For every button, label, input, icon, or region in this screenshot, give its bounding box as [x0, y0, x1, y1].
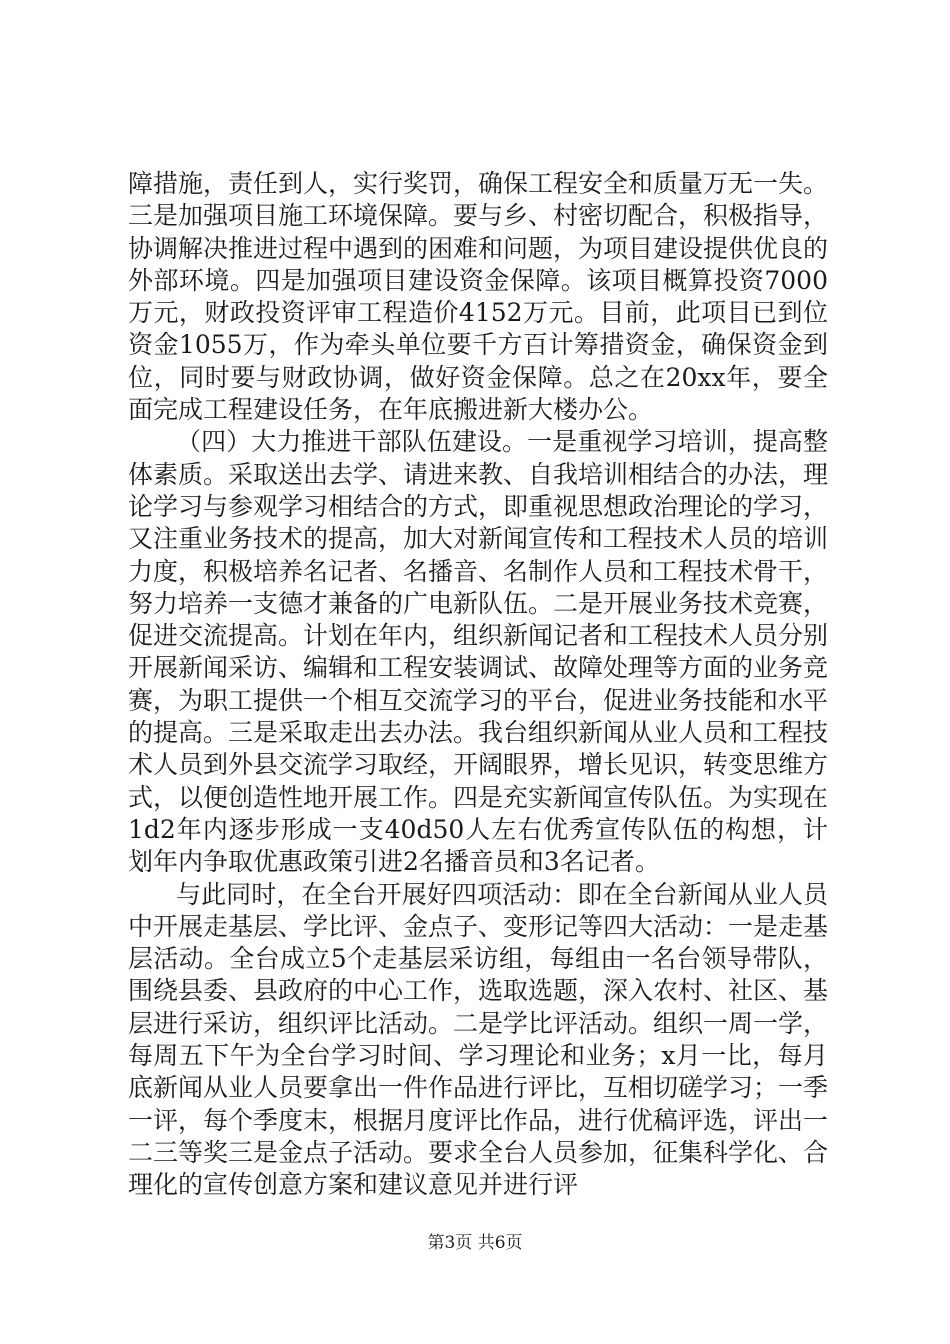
- paragraph-funding: 障措施，责任到人，实行奖罚，确保工程安全和质量万无一失。三是加强项目施工环境保障。要与乡、村密切配合，积极指导，协调解决推进过程中遇到的困难和问题，为项目建设提供优良的外部环境。四是加强项目建设资金保障。该项目概算投资7000万元，财政投资评审工程造价4152万元。目前，此项目已到位资金1055万，作为牵头单位要千方百计筹措资金，确保资金到位，同时要与财政协调，做好资金保障。总之在20xx年，要全面完成工程建设任务，在年底搬进新大楼办公。: [128, 169, 829, 425]
- page-footer: 第3页 共6页: [427, 1233, 523, 1253]
- paragraph-four-activities: 与此同时，在全台开展好四项活动：即在全台新闻从业人员中开展走基层、学比评、金点子、变形记等四大活动：一是走基层活动。全台成立5个走基层采访组，每组由一名台领导带队，围绕县委、县政府的中心工作，选取选题，深入农村、社区、基层进行采访，组织评比活动。二是学比评活动。组织一周一学，每周五下午为全台学习时间、学习理论和业务；x月一比，每月底新闻从业人员要拿出一件作品进行评比，互相切磋学习；一季一评，每个季度末，根据月度评比作品，进行优稿评选，评出一二三等奖三是金点子活动。要求全台人员参加，征集科学化、合理化的宣传创意方案和建议意见并进行评: [128, 879, 829, 1200]
- paragraph-team-building: （四）大力推进干部队伍建设。一是重视学习培训，提高整体素质。采取送出去学、请进来教、自我培训相结合的办法，理论学习与参观学习相结合的方式，即重视思想政治理论的学习，又注重业务技术的提高，加大对新闻宣传和工程技术人员的培训力度，积极培养名记者、名播音、名制作人员和工程技术骨干，努力培养一支德才兼备的广电新队伍。二是开展业务技术竞赛，促进交流提高。计划在年内，组织新闻记者和工程技术人员分别开展新闻采访、编辑和工程安装调试、故障处理等方面的业务竞赛，为职工提供一个相互交流学习的平台，促进业务技能和水平的提高。三是采取走出去办法。我台组织新闻从业人员和工程技术人员到外县交流学习取经，开阔眼界，增长见识，转变思维方式，以便创造性地开展工作。四是充实新闻宣传队伍。为实现在1d2年内逐步形成一支40d50人左右优秀宣传队伍的构想，计划年内争取优惠政策引进2名播音员和3名记者。: [128, 427, 829, 877]
- document-body: [128, 168, 828, 1202]
